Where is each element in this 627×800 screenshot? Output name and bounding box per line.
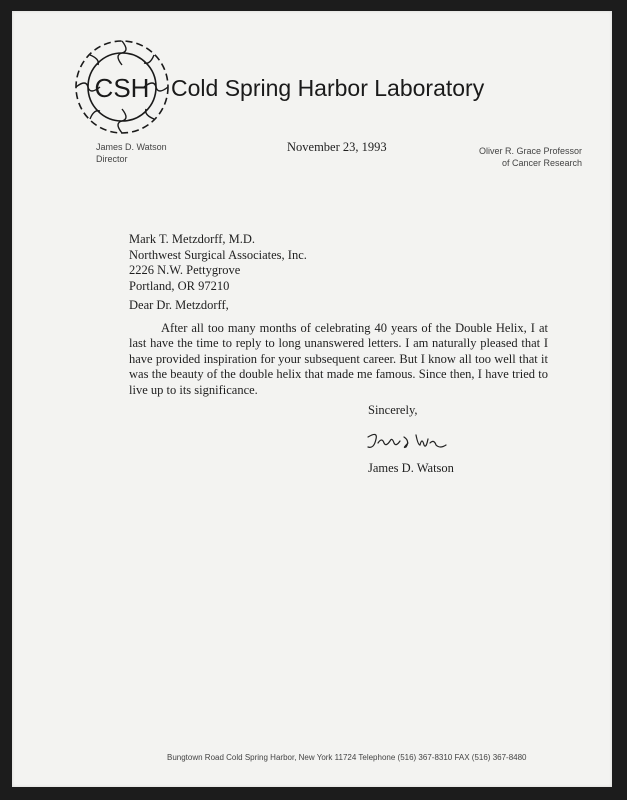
salutation: Dear Dr. Metzdorff, (129, 298, 229, 312)
director-name: James D. Watson (96, 142, 167, 152)
recipient-organization: Northwest Surgical Associates, Inc. (129, 247, 307, 262)
letter-body: After all too many months of celebrating 40 years of the Double Helix, I at last have the time to reply to long unanswered letters. I am naturally pleased that I have provided inspiration for your subsequent career. But I know all too well that it was the beauty of the double helix that made me famous. Since then, I have tried to live up to its significance. (129, 321, 548, 397)
professorship-line-1: Oliver R. Grace Professor (478, 146, 582, 156)
signer-name: James D. Watson (368, 461, 454, 475)
professorship-line-2: of Cancer Research (501, 158, 582, 168)
letter-page (12, 11, 612, 787)
recipient-city: Portland, OR 97210 (129, 278, 230, 293)
recipient-address (129, 232, 307, 294)
director-title: Director (96, 154, 128, 164)
letter-date: November 23, 1993 (287, 140, 387, 154)
logo-text: CSH (94, 73, 150, 103)
lab-name: Cold Spring Harbor Laboratory (171, 75, 485, 101)
recipient-name: Mark T. Metzdorff, M.D. (129, 232, 256, 246)
handwritten-signature (364, 427, 449, 457)
csh-helix-logo (72, 37, 172, 137)
closing: Sincerely, (368, 403, 418, 417)
professorship-block (442, 145, 582, 169)
footer-address: Bungtown Road Cold Spring Harbor, New York 11724 Telephone (516) 367-8310 FAX (516) 367-8480 (167, 753, 527, 762)
director-block (96, 141, 167, 165)
recipient-street: 2226 N.W. Pettygrove (129, 263, 241, 277)
